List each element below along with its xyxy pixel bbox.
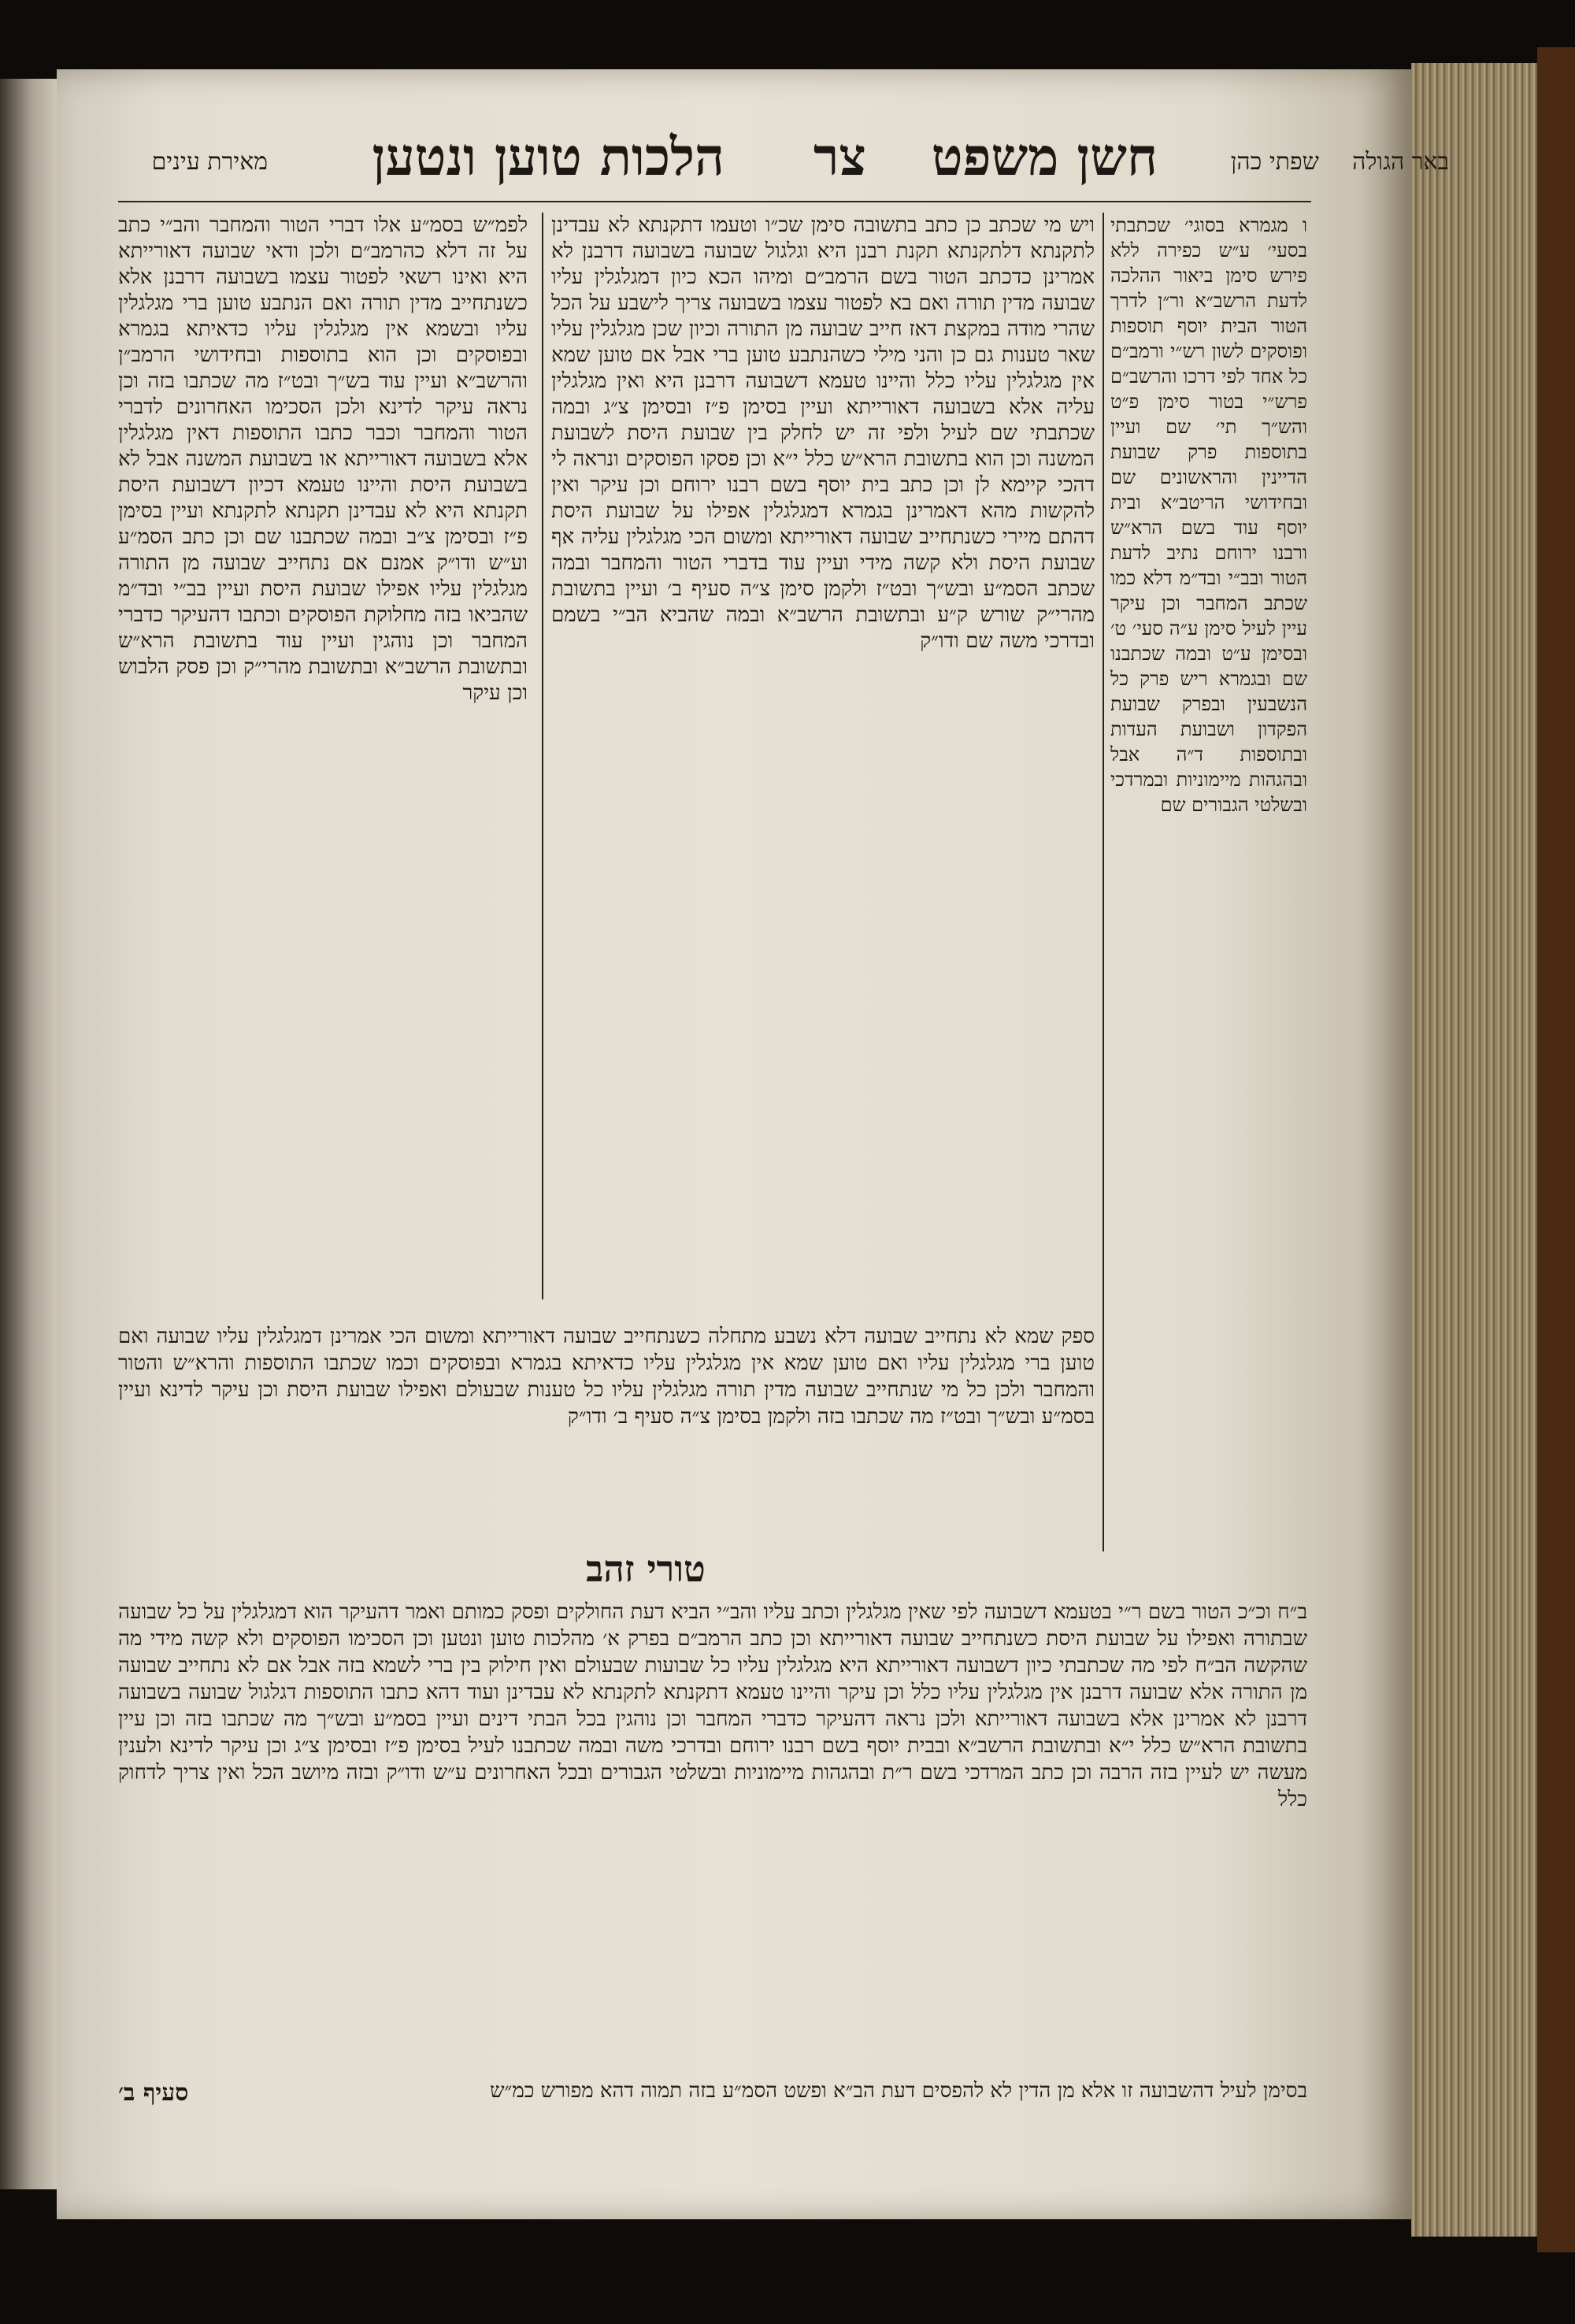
fore-edge xyxy=(1411,63,1537,2237)
hilchot-title: הלכות טוען ונטען xyxy=(372,126,724,187)
beer-hagolah-label: באר הגולה xyxy=(1352,148,1449,176)
facing-page-edge xyxy=(0,79,57,2189)
running-head xyxy=(126,126,1449,197)
turei-zahav-heading: טורי זהב xyxy=(586,1547,706,1590)
siman-marker: סעיף ב׳ xyxy=(118,2079,189,2107)
gloss-divider xyxy=(1102,213,1104,1551)
siftei-kohen-label: שפתי כהן xyxy=(1230,148,1319,176)
commentary-column: לפמ״ש בסמ״ע אלו דברי הטור והמחבר והב״י כתב על זה דלא כהרמב״ם ולכן ודאי שבועה דאורייתא היא ואינו רשאי לפטור עצמו בשבועה דרבנן אלא כשנתחייב מדין תורה ואם הנתבע טוען ברי מגלגלין עליו ובשמא אין מגלגלין עליו כדאיתא בגמרא ובפוסקים וכן הוא בתוספות ובחידושי הרמב״ן והרשב״א ועיין עוד בש״ך ובט״ז מה שכתבו בזה וכן נראה עיקר לדינא ולכן הסכימו האחרונים לדברי הטור והמחבר וכבר כתבו התוספות דאין מגלגלין אלא בשבועה דאורייתא או בשבועת המשנה אבל לא בשבועת היסת והיינו טעמא דכיון דשבועת היסת תקנתא היא לא עבדינן תקנתא לתקנתא ועיין בסימן פ״ז ובסימן צ״ב ובמה שכתבנו שם וכן כתב הסמ״ע וע״ש ודו״ק אמנם אם נתחייב שבועה מן התורה מגלגלין עליו אפילו שבועת היסת ועיין בב״י ובד״מ שהביאו בזה מחלוקת הפוסקים וכתבו דהעיקר כדברי המחבר וכן נוהגין ועיין עוד בתשובת הרא״ש ובתשובת הרשב״א ובתשובת מהרי״ק וכן פסק הלבוש וכן עיקר xyxy=(118,213,528,705)
meirat-einayim-label: מאירת עינים xyxy=(151,148,268,176)
catchword-line xyxy=(118,2079,1307,2107)
catchword-text: בסימן לעיל דהשבועה זו אלא מן הדין לא להפסים דעת הב״א ופשט הסמ״ע בזה תמוה דהא מפורש כמ״ש xyxy=(490,2079,1307,2103)
binding-edge xyxy=(1537,47,1575,2252)
main-text-column: ויש מי שכתב כן כתב בתשובה סימן שכ״ו וטעמו דתקנתא לא עבדינן לתקנתא דלתקנתא תקנת רבנן היא וגלגול שבועה בשבועה דרבנן לא אמרינן כדכתב הטור בשם הרמב״ם ומיהו הכא כיון דמגלגלין עליו שבועה מדין תורה ואם בא לפטור עצמו בשבועה צריך לישבע על הכל שהרי מודה במקצת דאז חייב שבועה מן התורה וכיון שכן מגלגלין עליו שאר טענות גם כן והני מילי כשהנתבע טוען ברי אבל אם טוען שמא אין מגלגלין עליו כלל והיינו טעמא דשבועה דרבנן היא ואין מגלגלין עליה אלא בשבועה דאורייתא ועיין בסימן פ״ז ובסימן צ״ג ובמה שכתבתי שם לעיל ולפי זה יש לחלק בין שבועת היסת לשבועת המשנה וכן הוא בתשובת הרא״ש כלל י״א וכן פסקו הפוסקים ונראה לי דהכי קיימא לן וכן כתב בית יוסף בשם רבנו ירוחם וכן עיקר ואין להקשות מהא דאמרינן בגמרא דמגלגלין אפילו על שבועת היסת דהתם מיירי כשנתחייב שבועה דאורייתא ומשום הכי מגלגלין עליה אף שבועת היסת ולא קשה מידי ועיין עוד בדברי הטור והמחבר ובמה שכתב הסמ״ע ובש״ך ובט״ז ולקמן סימן צ״ה סעיף ב׳ ועיין בתשובת מהרי״ק שורש ק״ע ובתשובת הרשב״א ובמה שהביא הב״י בשמם ובדרכי משה שם ודו״ק xyxy=(551,213,1095,653)
header-rule xyxy=(118,201,1311,202)
page-number: צר xyxy=(813,126,866,187)
beer-hagolah-gloss-column: ו מגמרא בסוגי׳ שכתבתי בסעי׳ ע״ש כפירה ללא פירש סימן ביאור ההלכה לדעת הרשב״א ור״ן לדרך הטור הבית יוסף תוספות ופוסקים לשון רש״י ורמב״ם כל אחד לפי דרכו והרשב״ם פרש״י בטור סימן פ״ט והש״ך תי׳ שם ועיין בתוספות פרק שבועת הדיינין והראשונים שם ובחידושי הריטב״א ובית יוסף עוד בשם הרא״ש ורבנו ירוחם נתיב לדעת הטור ובב״י ובד״מ דלא כמו שכתב המחבר וכן עיקר עיין לעיל סימן ע״ה סעי׳ ט׳ ובסימן ע״ט ובמה שכתבנו שם ובגמרא ריש פרק כל הנשבעין ובפרק שבועת הפקדון ושבועת העדות ובתוספות ד״ה אבל ובהגהות מיימוניות ובמרדכי ובשלטי הגבורים שם xyxy=(1110,214,1307,816)
choshen-mishpat-title: חשן משפט xyxy=(931,126,1158,187)
footnote-block: ספק שמא לא נתחייב שבועה דלא נשבע מתחלה כשנתחייב שבועה דאורייתא ומשום הכי אמרינן דמגלגלין עליו שבועה ואם טוען ברי מגלגלין עליו ואם טוען שמא אין מגלגלין עליו כדאיתא בגמרא ובפוסקים וכמו שכתבו התוספות והרא״ש והטור והמחבר ולכן כל מי שנתחייב שבועה מדין תורה מגלגלין עליו כל טענות שבעולם ואפילו שבועת היסת וכן עיקר לדינא ועיין בסמ״ע ובש״ך ובט״ז מה שכתבו בזה ולקמן בסימן צ״ה סעיף ב׳ ודו״ק xyxy=(118,1325,1095,1429)
turei-zahav-commentary: ב״ח וכ״כ הטור בשם ר״י בטעמא דשבועה לפי שאין מגלגלין וכתב עליו והב״י הביא דעת החולקים ופסק כמותם ואמר דהעיקר הוא דמגלגלין על כל שבועה שבתורה ואפילו על שבועת היסת כשנתחייב שבועה דאורייתא וכן כתב הרמב״ם בפרק א׳ מהלכות טוען ונטען וכן הסכימו הפוסקים ולא קשה מידי מה שהקשה הב״ח לפי מה שכתבתי כיון דשבועה דאורייתא היא מגלגלין עליו כל שבועות שבעולם ואין חילוק בין ברי לשמא בזה אבל אם לא נתחייב שבועה מן התורה אלא שבועה דרבנן אין מגלגלין עליו כלל וכן עיקר והיינו טעמא דתקנתא לתקנתא לא עבדינן ועוד דהא כתבו התוספות דגלגול שבועה בשבועה דרבנן לא אמרינן אלא בשבועה דאורייתא ולכן נראה דהעיקר כדברי המחבר וכן נוהגין בכל הבתי דינים ועיין בסמ״ע ובש״ך מה שכתבו בזה וכן עיין בתשובת הרא״ש כלל י״א ובתשובת הרשב״א ובבית יוסף בשם רבנו ירוחם ובדרכי משה ובמה שכתבנו לעיל בסימן פ״ז ובסימן צ״ג וכן עיקר לדינא ולענין מעשה יש לעיין בזה הרבה וכן כתב המרדכי בשם ר״ת ובהגהות מיימוניות ובשלטי הגבורים ובכל האחרונים ע״ש ודו״ק ובזה מיושב הכל ואין צריך לדחוק כלל xyxy=(118,1600,1307,1811)
column-divider xyxy=(542,213,543,1299)
